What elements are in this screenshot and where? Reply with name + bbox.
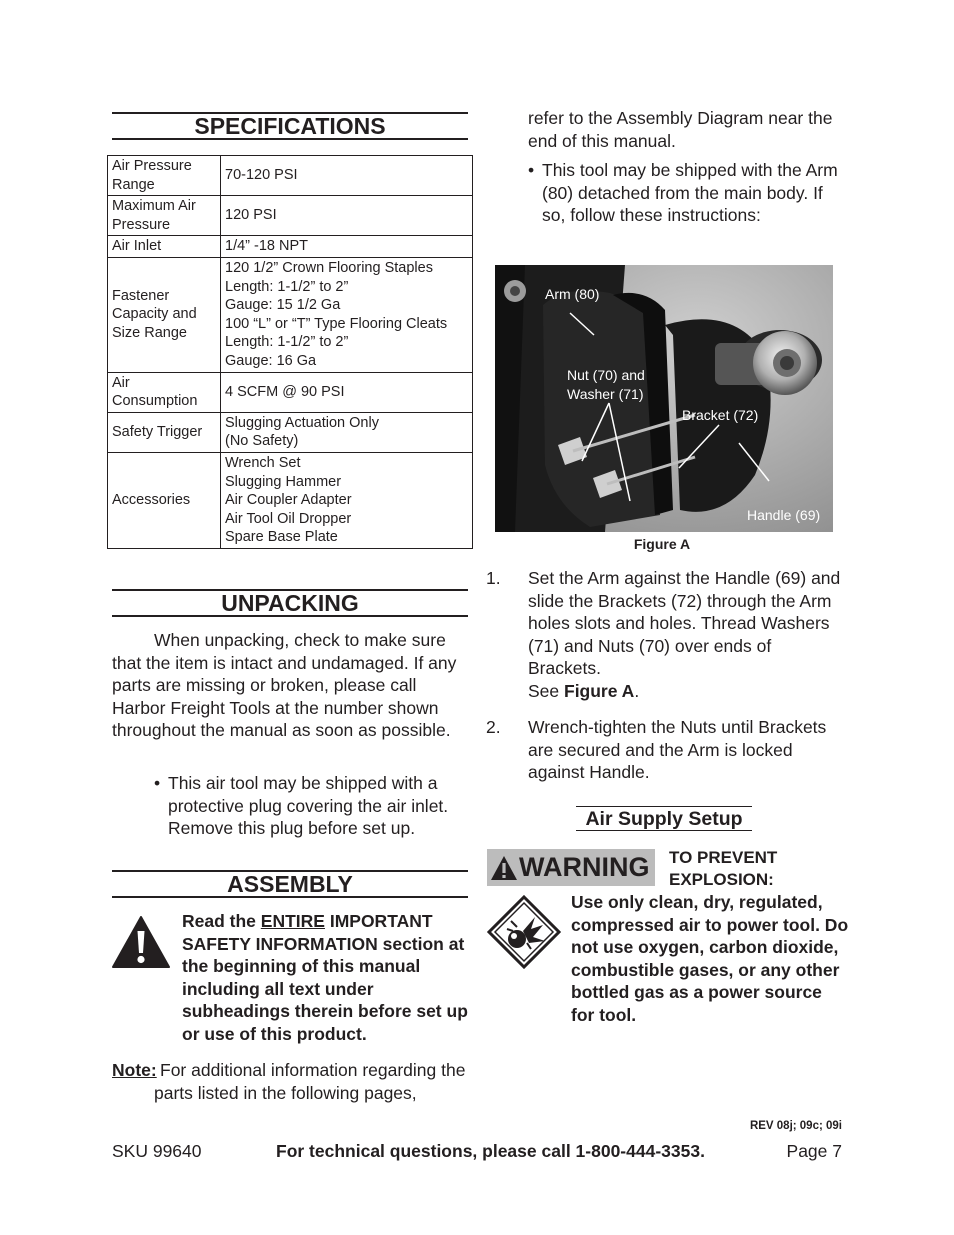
note-text: For additional information regarding the parts listed in the following pages, <box>154 1060 466 1103</box>
spec-value-line: Air Tool Oil Dropper <box>225 510 352 527</box>
spec-label: Air Consumption <box>108 372 221 412</box>
bullet-dot: • <box>154 773 161 793</box>
continuation-text: refer to the Assembly Diagram near the end of this manual. <box>528 108 833 151</box>
figure-a-photo <box>495 265 833 532</box>
page-number: Page 7 <box>786 1141 842 1161</box>
unpacking-paragraph: When unpacking, check to make sure that the item is intact and undamaged. If any parts are missing or broken, please call Harbor Freight Tools at the number shown throughout the manual as soon as possible. <box>112 630 457 741</box>
label-bracket: Bracket (72) <box>682 407 759 423</box>
warning-badge-text: WARNING <box>519 852 650 882</box>
spec-value <box>221 236 473 258</box>
step-text: Wrench-tighten the Nuts until Brackets are secured and the Arm is locked against Handle. <box>528 717 827 783</box>
step-text: Set the Arm against the Handle (69) and slide the Brackets (72) through the Arm holes slots and holes. Thread Washers (71) and Nuts (70) over ends of Brackets. <box>528 568 841 679</box>
specifications-title: SPECIFICATIONS <box>112 112 468 140</box>
spec-label: Accessories <box>108 452 221 548</box>
step-2 <box>486 716 846 784</box>
specifications-table <box>107 155 473 549</box>
spec-value-line: Slugging Actuation Only <box>225 414 379 431</box>
explosion-hazard-icon <box>487 895 561 969</box>
spec-row <box>108 452 473 548</box>
spec-value-line: 120 1/2” Crown Flooring Staples <box>225 259 433 276</box>
spec-label: Maximum Air Pressure <box>108 196 221 236</box>
technical-support-phone: For technical questions, please call 1-800-444-3353. <box>276 1141 705 1161</box>
unpacking-bullet-text: This air tool may be shipped with a protective plug covering the air inlet. Remove this plug before set up. <box>168 773 449 839</box>
shipping-bullet-text: This tool may be shipped with the Arm (80) detached from the main body. If so, follow these instructions: <box>542 160 838 226</box>
figure-reference: Figure A <box>564 680 635 701</box>
label-handle: Handle (69) <box>747 507 821 523</box>
spec-value <box>221 196 473 236</box>
assembly-note <box>112 1059 474 1104</box>
tool-photo-illustration <box>495 265 833 532</box>
warning-triangle-icon <box>490 855 518 881</box>
spec-value <box>221 372 473 412</box>
spec-value-line: Air Coupler Adapter <box>225 492 352 509</box>
spec-label: Fastener Capacity and Size Range <box>108 257 221 372</box>
unpacking-title: UNPACKING <box>112 589 468 617</box>
spec-value-line: 70-120 PSI <box>225 167 298 184</box>
spec-label: Air Pressure Range <box>108 156 221 196</box>
spec-value-line: 4 SCFM @ 90 PSI <box>225 383 345 400</box>
air-supply-title: Air Supply Setup <box>576 806 752 831</box>
spec-value-line: Wrench Set <box>225 454 301 471</box>
spec-value <box>221 412 473 452</box>
spec-row <box>108 257 473 372</box>
step-number: 1. <box>486 568 501 588</box>
spec-row <box>108 236 473 258</box>
step-1: 1. Set the Arm against the Handle (69) and slide the Brackets (72) through the Arm holes slots and holes. Thread Washers (71) and Nuts (70) over ends of Brackets. See Figure A. <box>486 568 841 701</box>
note-label: Note: <box>112 1060 157 1080</box>
spec-value <box>221 257 473 372</box>
warning-triangle-icon <box>111 915 171 969</box>
spec-row <box>108 156 473 196</box>
spec-value-line: Gauge: 15 1/2 Ga <box>225 297 341 314</box>
spec-value-line: Gauge: 16 Ga <box>225 352 317 369</box>
spec-value <box>221 452 473 548</box>
label-nut-washer: Nut (70) and Washer (71) <box>567 367 645 402</box>
spec-value-line: 1/4” -18 NPT <box>225 238 308 255</box>
revision-code: REV 08j; 09c; 09i <box>749 1120 842 1132</box>
spec-value-line: Length: 1-1/2” to 2” <box>225 278 349 295</box>
warning-heading: TO PREVENT EXPLOSION: <box>669 848 778 889</box>
bullet-dot: • <box>528 160 535 180</box>
shipping-bullet <box>528 159 838 227</box>
label-arm: Arm (80) <box>545 286 600 302</box>
spec-value-line: Length: 1-1/2” to 2” <box>225 334 349 351</box>
spec-value-line: Spare Base Plate <box>225 529 338 546</box>
spec-value-line: (No Safety) <box>225 433 299 450</box>
spec-value-line: 120 PSI <box>225 207 277 224</box>
spec-row <box>108 412 473 452</box>
spec-value-line: 100 “L” or “T” Type Flooring Cleats <box>225 315 448 332</box>
spec-label: Safety Trigger <box>108 412 221 452</box>
spec-row <box>108 372 473 412</box>
warning-badge <box>487 849 655 886</box>
spec-value-line: Slugging Hammer <box>225 473 342 490</box>
sku-number: SKU 99640 <box>112 1141 202 1161</box>
figure-caption: Figure A <box>633 536 691 552</box>
unpacking-bullet <box>154 772 472 840</box>
step-number: 2. <box>486 717 501 737</box>
assembly-title: ASSEMBLY <box>112 870 468 898</box>
spec-row <box>108 196 473 236</box>
warning-body: Use only clean, dry, regulated, compressed air to power tool. Do not use oxygen, carbon dioxide, combustible gases, or any other bottled gas as a power source for tool. <box>571 892 849 1025</box>
spec-label: Air Inlet <box>108 236 221 258</box>
spec-value <box>221 156 473 196</box>
entire-emphasis: ENTIRE <box>260 911 325 931</box>
assembly-warning-text: Read the ENTIRE IMPORTANT SAFETY INFORMATION section at the beginning of this manual including all text under subheadings therein before set up or use of this product. <box>182 911 468 1044</box>
